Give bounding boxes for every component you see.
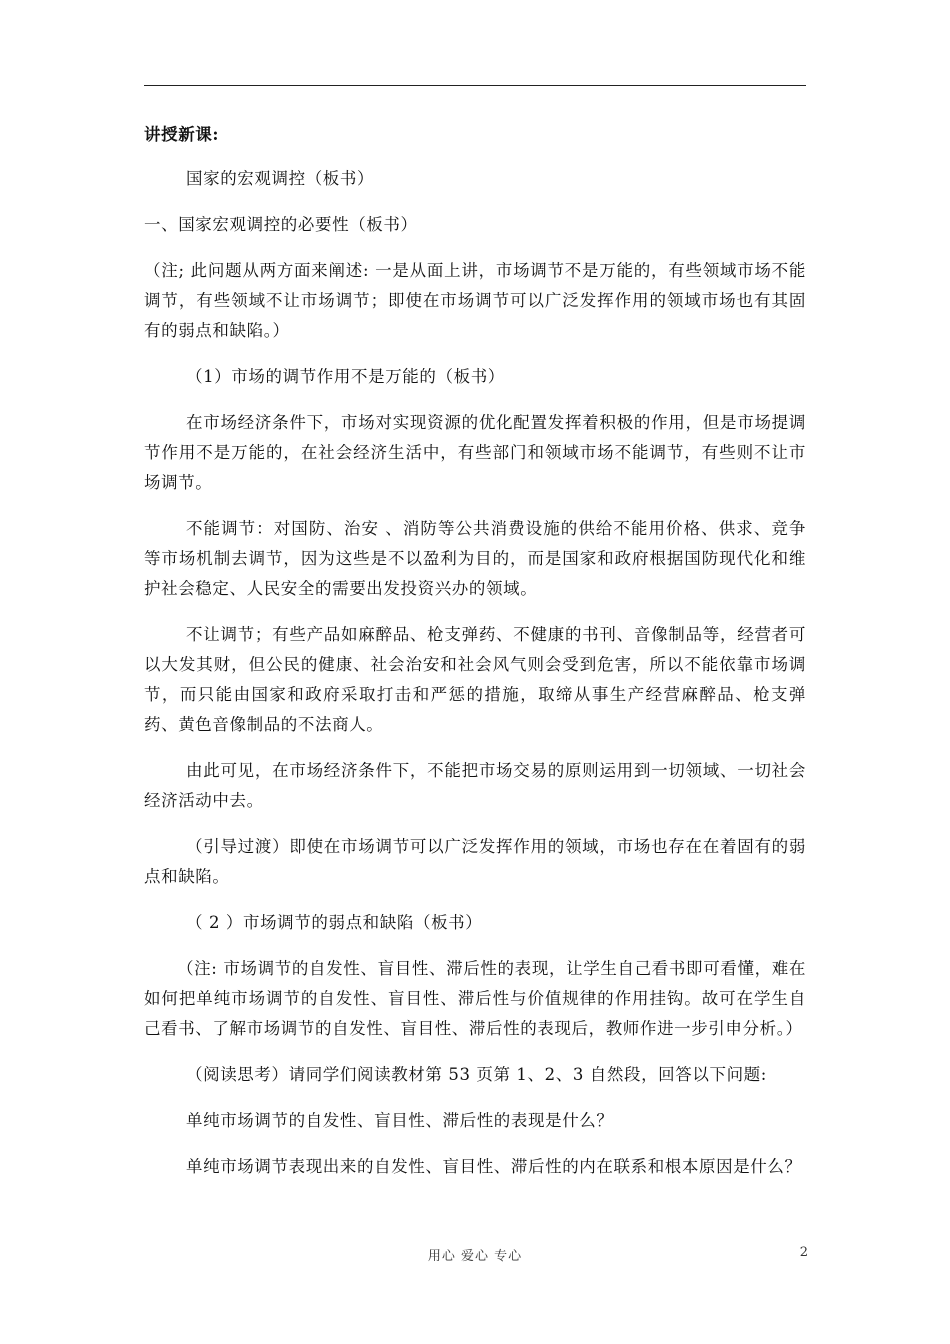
lesson-heading: 讲授新课:	[144, 125, 220, 144]
note-paragraph-2: （注: 市场调节的自发性、盲目性、滞后性的表现，让学生自己看书即可看懂，难在如何把单纯市场调节的自发性、盲目性、滞后性与价值规律的作用挂钩。故可在学生自己看书、了解市场调节的自发性、盲目性、滞后性的表现后，教师作进一步引申分析。）	[144, 959, 806, 1038]
body-paragraph-4: 由此可见，在市场经济条件下，不能把市场交易的原则运用到一切领域、一切社会经济活动中去。	[144, 761, 806, 810]
body-paragraph-2: 不能调节：对国防、治安 、消防等公共消费设施的供给不能用价格、供求、竞争等市场机制去调节，因为这些是不以盈利为目的，而是国家和政府根据国防现代化和维护社会稳定、人民安全的需要出发投资兴办的领域。	[144, 519, 806, 598]
page-number: 2	[799, 1245, 808, 1260]
footer-motto: 用心 爱心 专心	[427, 1249, 523, 1264]
question-1: 单纯市场调节的自发性、盲目性、滞后性的表现是什么？	[186, 1111, 614, 1130]
document-body	[144, 120, 806, 1198]
header-rule	[144, 85, 806, 86]
subsection-heading-1: （1）市场的调节作用不是万能的（板书）	[186, 367, 505, 386]
body-paragraph-6: （阅读思考）请同学们阅读教材第 53 页第 1、2、3 自然段，回答以下问题:	[186, 1065, 767, 1084]
body-paragraph-3: 不让调节；有些产品如麻醉品、枪支弹药、不健康的书刊、音像制品等，经营者可以大发其财，但公民的健康、社会治安和社会风气则会受到危害，所以不能依靠市场调节，而只能由国家和政府采取打击和严惩的措施，取缔从事生产经营麻醉品、枪支弹药、黄色音像制品的不法商人。	[144, 625, 806, 734]
section-heading-1: 一、国家宏观调控的必要性（板书）	[144, 215, 418, 234]
body-paragraph-1: 在市场经济条件下，市场对实现资源的优化配置发挥着积极的作用，但是市场提调节作用不是万能的，在社会经济生活中，有些部门和领域市场不能调节，有些则不让市场调节。	[144, 413, 806, 492]
question-2: 单纯市场调节表现出来的自发性、盲目性、滞后性的内在联系和根本原因是什么？	[186, 1157, 802, 1176]
subsection-heading-2: （ 2 ）市场调节的弱点和缺陷（板书）	[186, 913, 483, 932]
lesson-title: 国家的宏观调控（板书）	[186, 169, 375, 188]
body-paragraph-5: （引导过渡）即使在市场调节可以广泛发挥作用的领域，市场也存在在着固有的弱点和缺陷。	[144, 837, 806, 886]
note-paragraph-1: （注; 此问题从两方面来阐述: 一是从面上讲，市场调节不是万能的，有些领域市场不能调节，有些领域不让市场调节；即使在市场调节可以广泛发挥作用的领域市场也有其固有的弱点和缺陷。）	[144, 261, 806, 340]
